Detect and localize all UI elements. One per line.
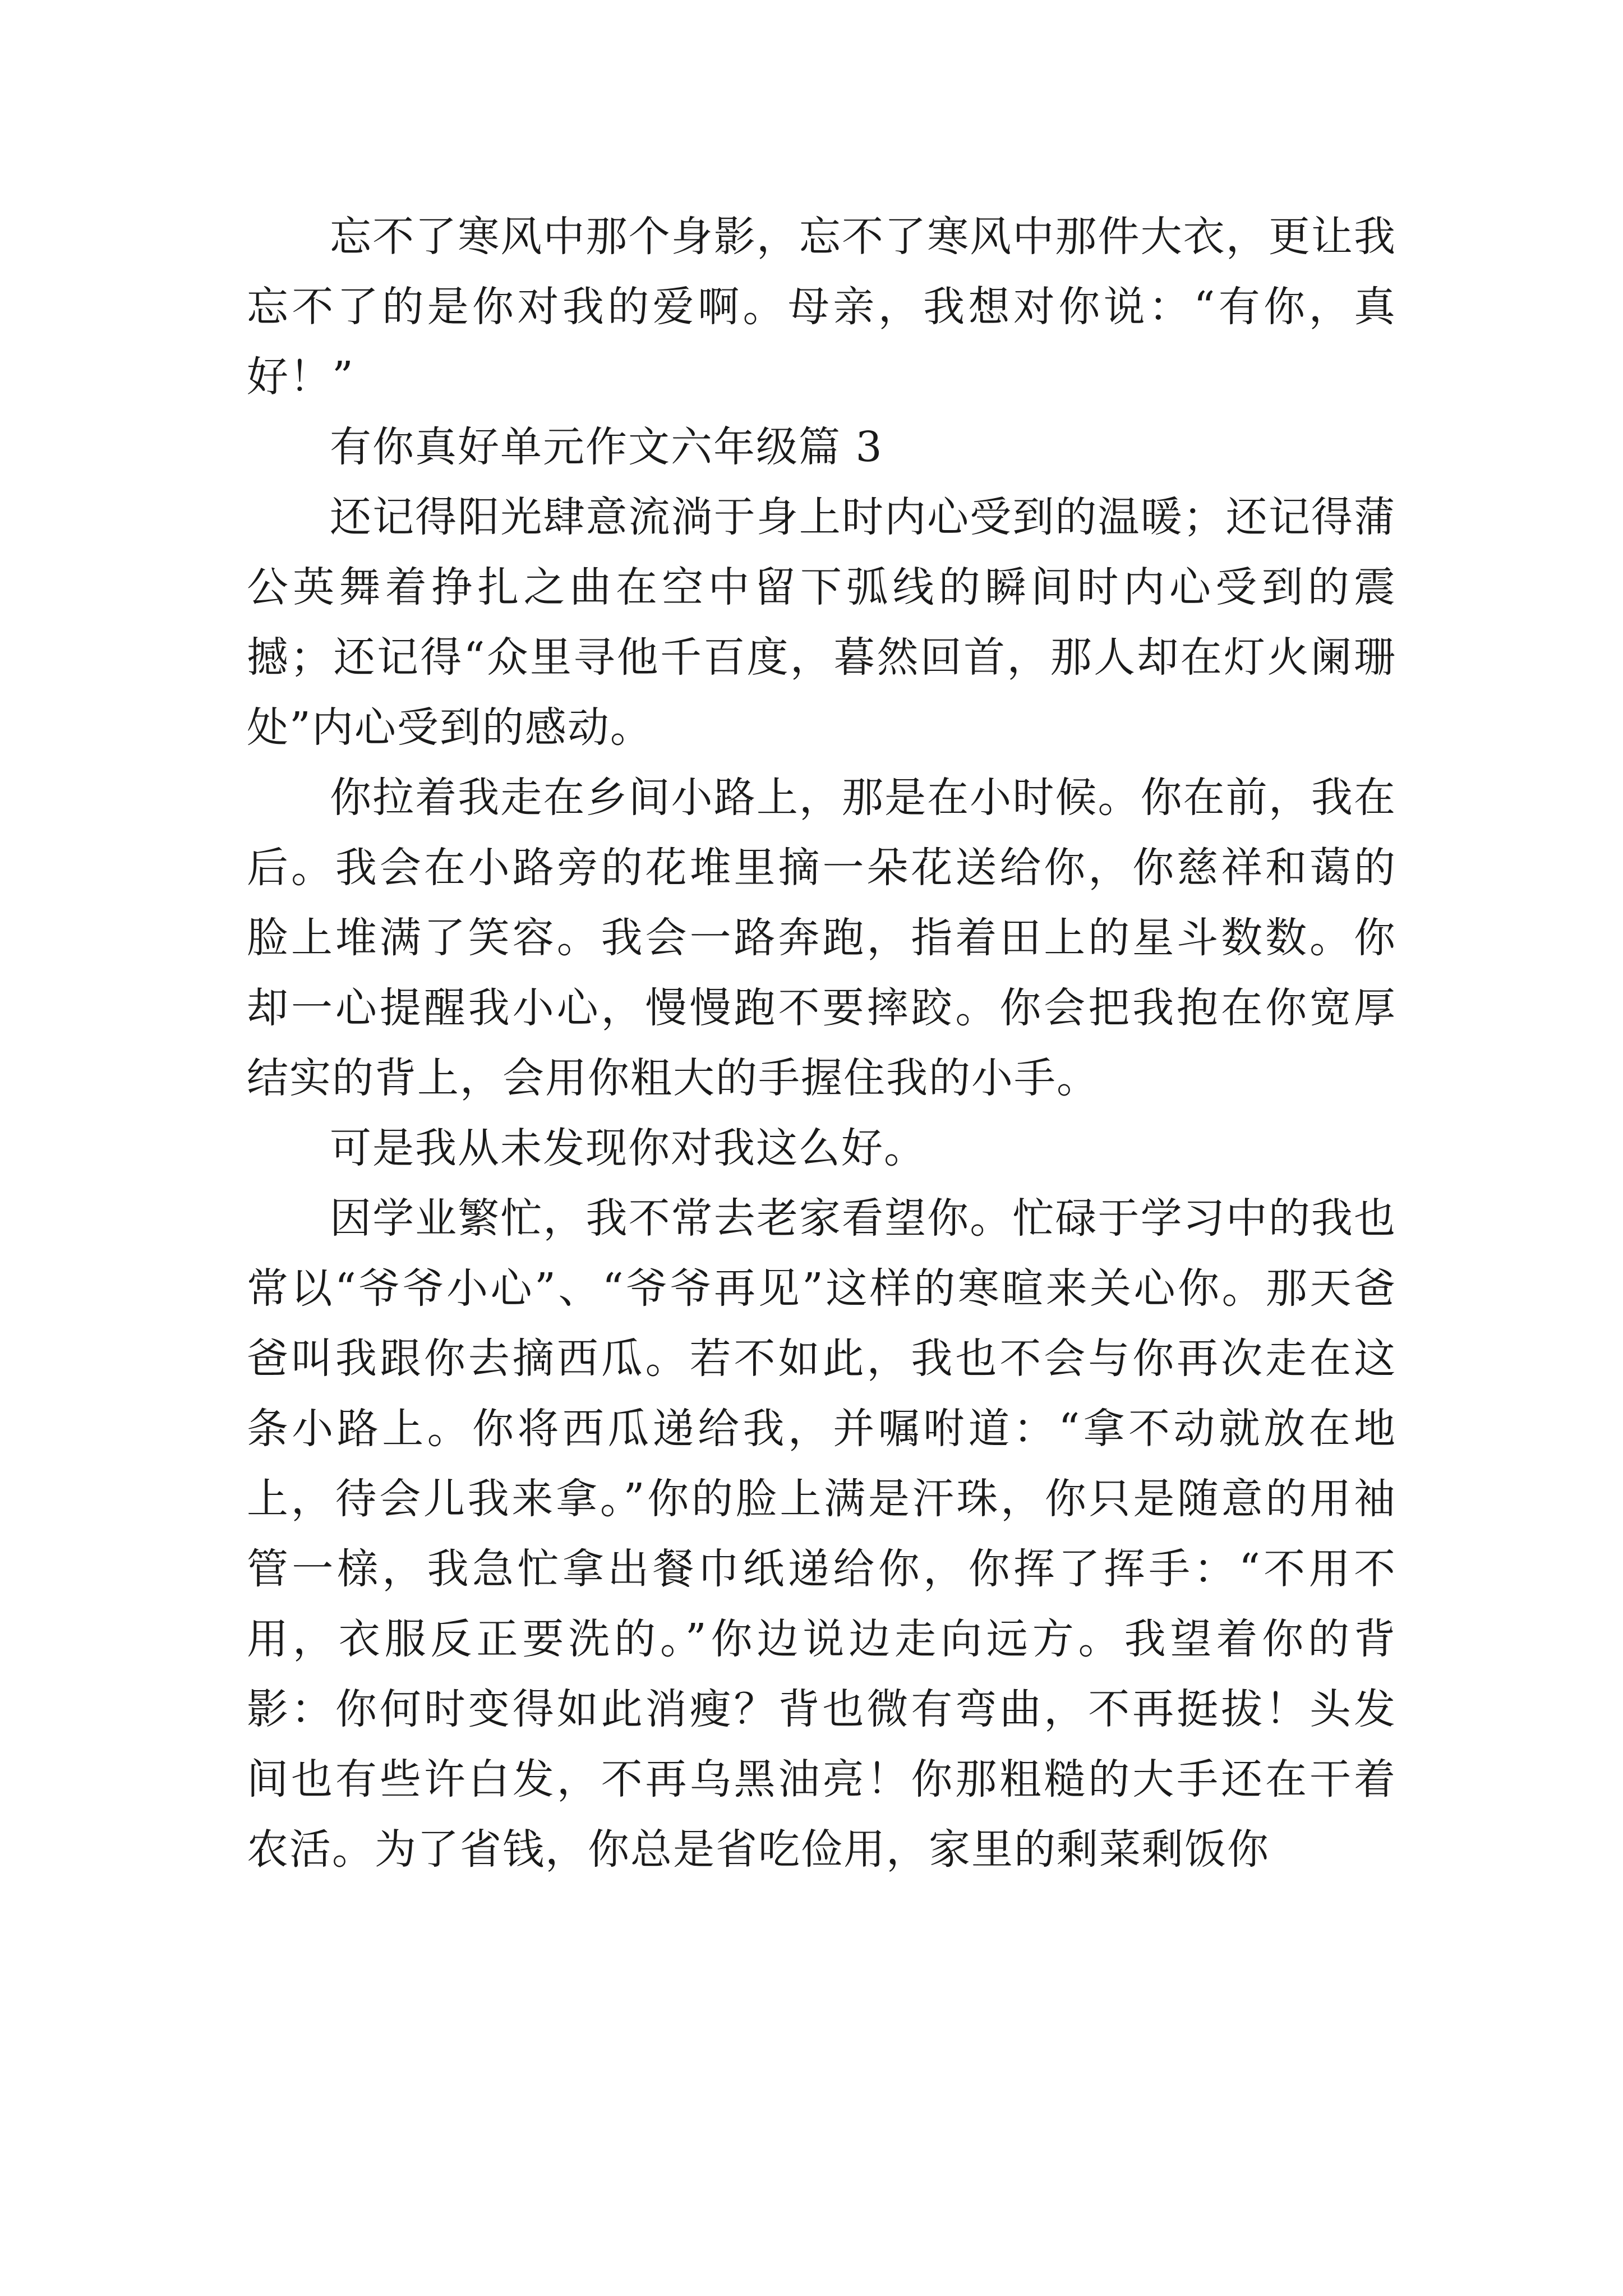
paragraph-watermelon-story: 因学业繁忙，我不常去老家看望你。忙碌于学习中的我也常以“爷爷小心”、“爷爷再见”这样的寒暄来关心你。那天爸爸叫我跟你去摘西瓜。若不如此，我也不会与你再次走在这条小路上。你将西瓜递给我，并嘱咐道：“拿不动就放在地上，待会儿我来拿。”你的脸上满是汗珠，你只是随意的用袖管一榇，我急忙拿出餐巾纸递给你，你挥了挥手：“不用不用，衣服反正要洗的。”你边说边走向远方。我望着你的背影：你何时变得如此消瘦？背也微有弯曲，不再挺拔！头发间也有些许白发，不再乌黑油亮！你那粗糙的大手还在干着农活。为了省钱，你总是省吃俭用，家里的剩菜剩饭你 xyxy=(247,1194,1396,1874)
essay-heading: 有你真好单元作文六年级篇 3 xyxy=(330,423,883,471)
paragraph-childhood-memory: 你拉着我走在乡间小路上，那是在小时候。你在前，我在后。我会在小路旁的花堆里摘一朵花送给你，你慈祥和蔼的脸上堆满了笑容。我会一路奔跑，指着田上的星斗数数。你却一心提醒我小心，慢慢跑不要摔跤。你会把我抱在你宽厚结实的背上，会用你粗大的手握住我的小手。 xyxy=(247,774,1396,1102)
document-body xyxy=(247,202,1396,1885)
paragraph-closing-previous-essay: 忘不了寒风中那个身影，忘不了寒风中那件大衣，更让我忘不了的是你对我的爱啊。母亲，我想对你说：“有你，真好！” xyxy=(247,213,1396,401)
paragraph-intro: 还记得阳光肆意流淌于身上时内心受到的温暖；还记得蒲公英舞着挣扎之曲在空中留下弧线的瞬间时内心受到的震撼；还记得“众里寻他千百度，暮然回首，那人却在灯火阑珊处”内心受到的感动。 xyxy=(247,493,1396,752)
paragraph-realization: 可是我从未发现你对我这么好。 xyxy=(330,1124,926,1172)
